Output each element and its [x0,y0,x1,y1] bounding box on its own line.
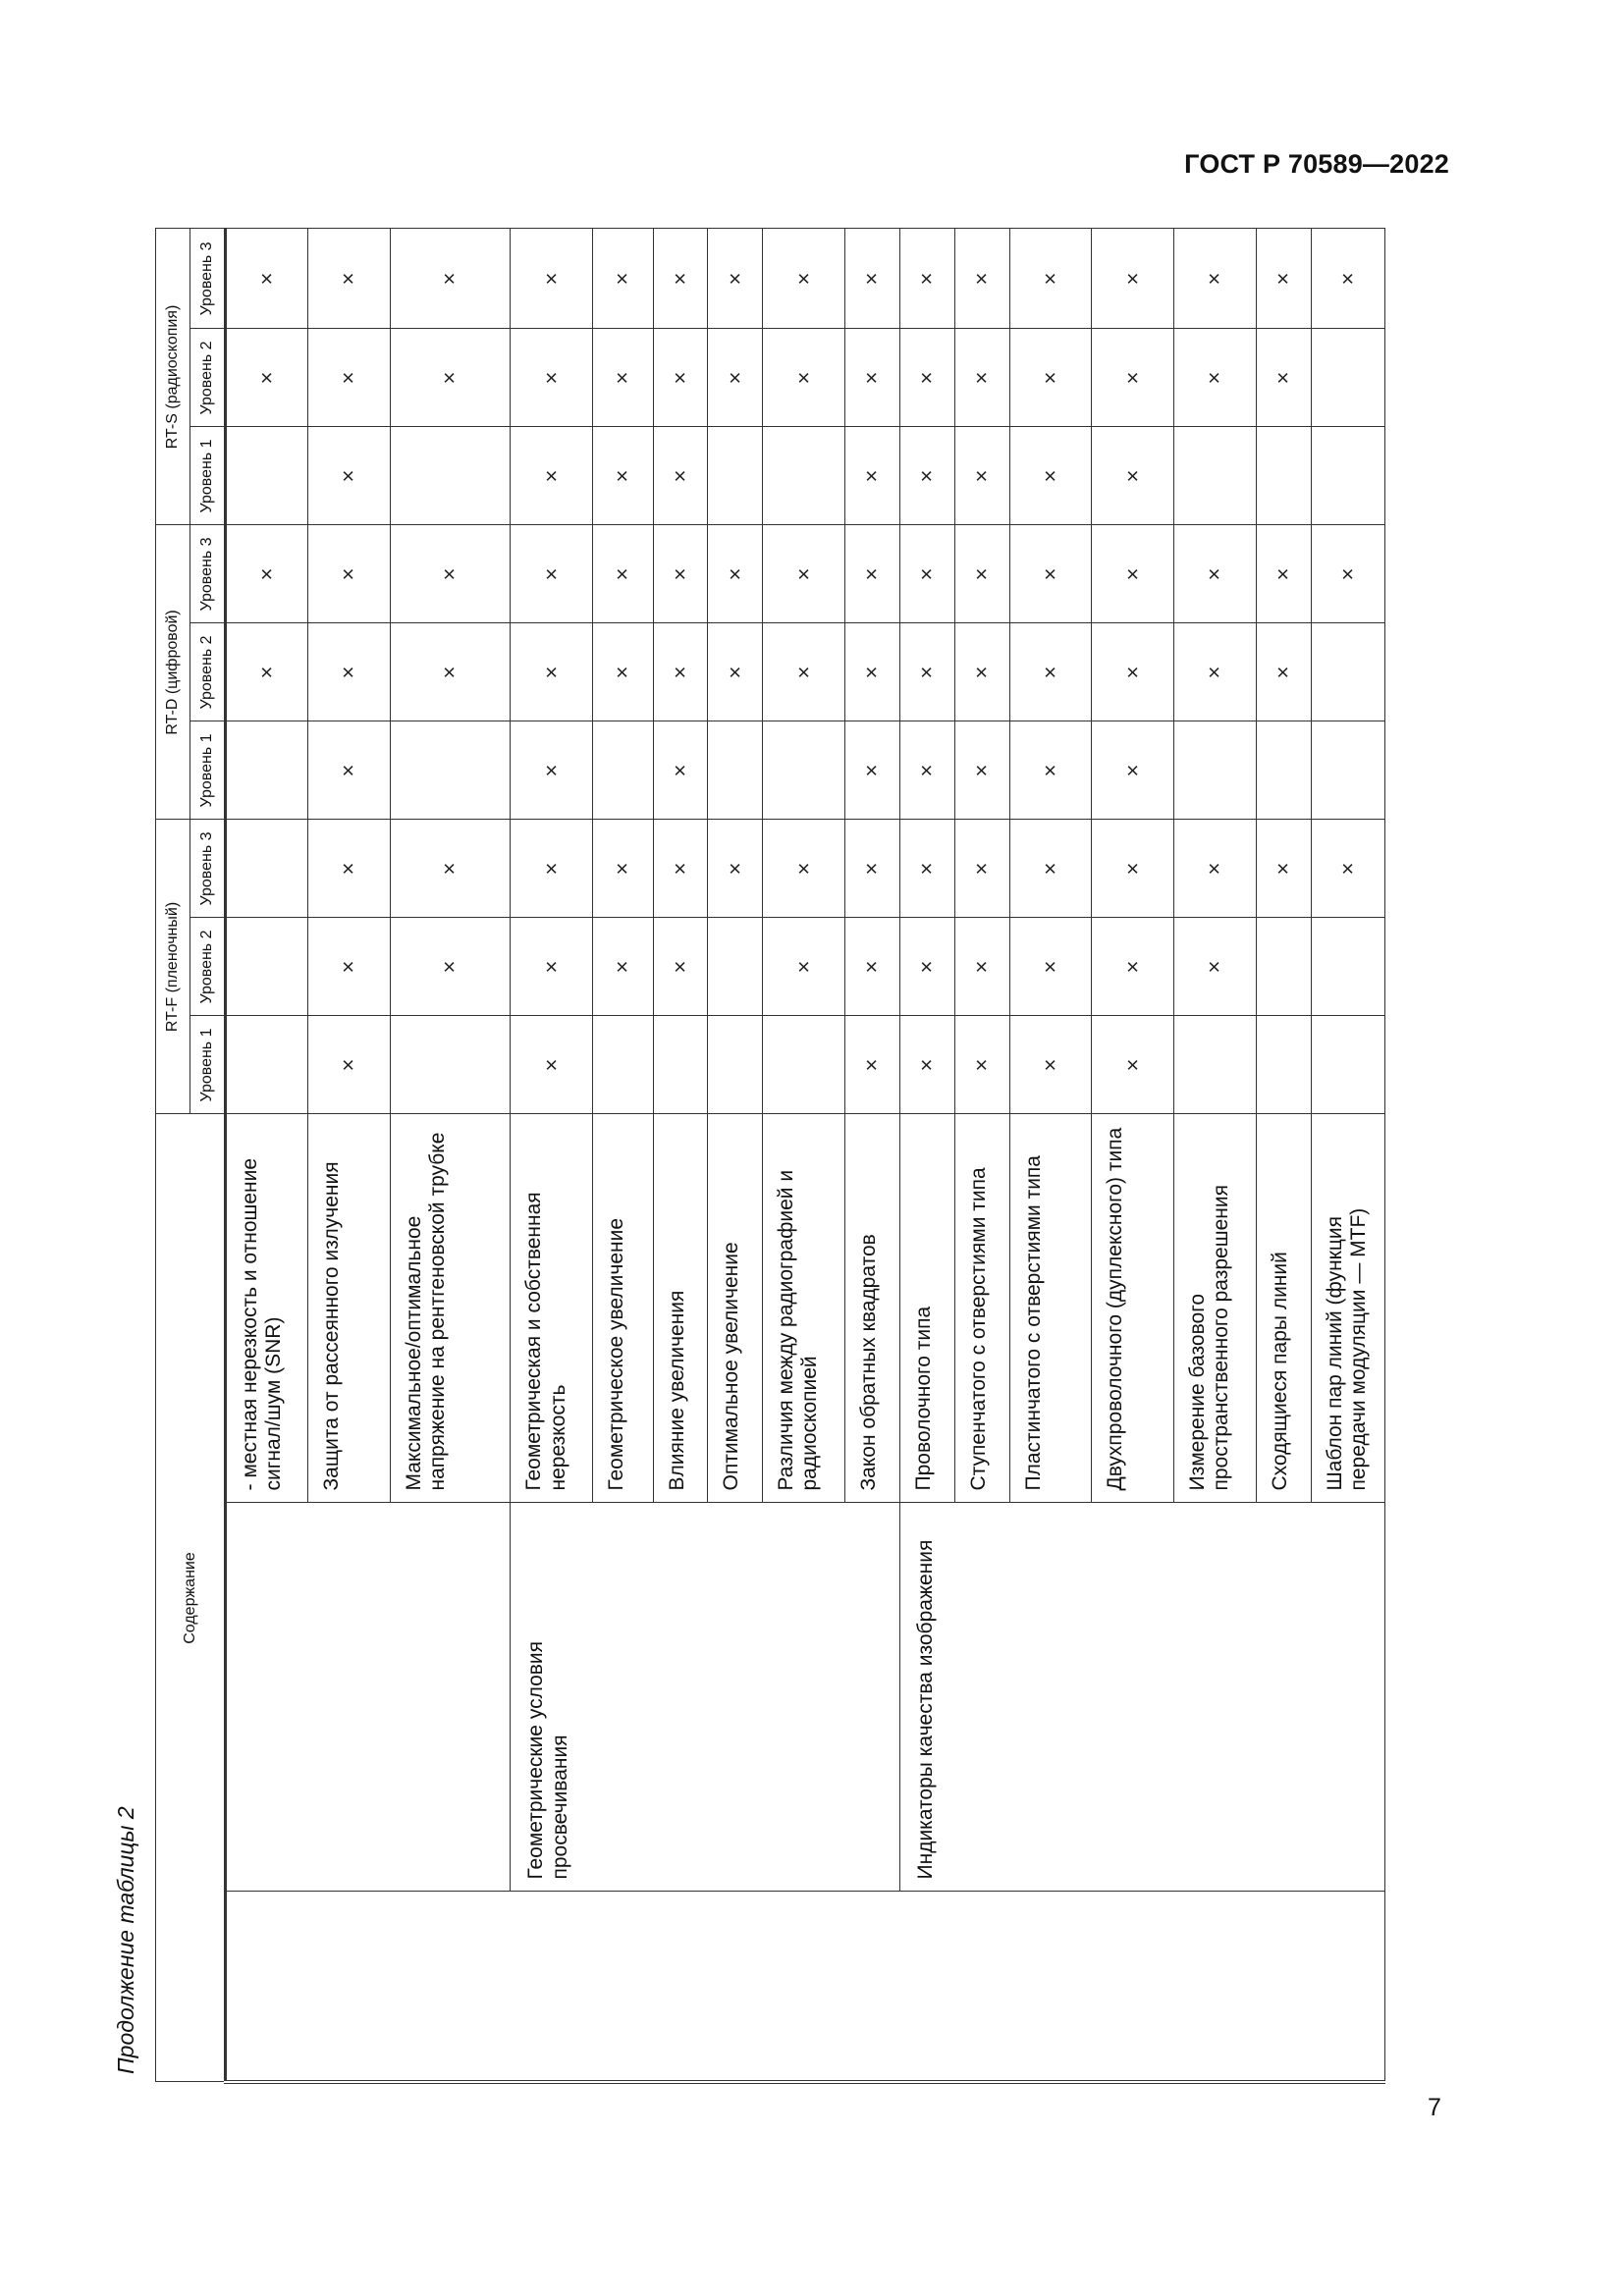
level-cell: × [899,623,954,721]
level-cell: × [899,525,954,623]
level-cell: × [708,820,763,918]
level-cell: × [307,229,390,329]
level-cell: × [226,623,308,721]
level-cell: × [653,229,708,329]
level-cell: × [899,229,954,329]
level-cell [763,721,845,820]
level-cell: × [307,721,390,820]
level-cell [1311,623,1384,721]
level-cell: × [1092,525,1174,623]
level-cell: × [1256,329,1311,427]
level-cell: × [708,229,763,329]
level-cell: × [653,918,708,1016]
level-cell: × [1311,229,1384,329]
level-cell [226,427,308,525]
level-cell: × [390,623,511,721]
level-cell [763,1016,845,1114]
level-cell: × [708,525,763,623]
group-label: Индикаторы качества изображения [899,1503,1384,1892]
level-cell: × [1311,820,1384,918]
row-content: Закон обратных квадратов [845,1114,900,1503]
level-cell: × [954,229,1009,329]
row-content: Шаблон пар линий (функция передачи модуляции — MTF) [1311,1114,1384,1503]
row-content: Сходящиеся пары линий [1256,1114,1311,1503]
level-cell: × [708,623,763,721]
content-header: Содержание [156,1114,226,2082]
level-cell: × [1092,918,1174,1016]
level-cell: × [845,525,900,623]
level-cell: × [307,623,390,721]
level-cell [390,721,511,820]
level-cell: × [1174,623,1257,721]
row-content: Влияние увеличения [653,1114,708,1503]
level-cell [708,1016,763,1114]
level-cell: × [763,820,845,918]
level-cell [653,1016,708,1114]
level-cell [1174,427,1257,525]
level-cell: × [954,427,1009,525]
level-cell: × [1174,229,1257,329]
level-cell: × [1092,623,1174,721]
level-cell: × [1092,329,1174,427]
level-cell [763,427,845,525]
level-cell [226,918,308,1016]
level-cell: × [653,427,708,525]
level-cell [226,820,308,918]
row-content: Проволочного типа [899,1114,954,1503]
level-cell: × [954,820,1009,918]
level-cell: × [593,427,653,525]
level-cell: × [1092,427,1174,525]
level-cell: × [954,329,1009,427]
level-cell: × [1174,820,1257,918]
level-cell [226,721,308,820]
level-cell: × [1009,918,1092,1016]
level-header: Уровень 1 [190,721,226,820]
level-cell [390,1016,511,1114]
level-cell: × [390,229,511,329]
blank-column [226,1892,1385,2082]
level-cell: × [1174,329,1257,427]
table-body [226,229,1385,2082]
level-cell: × [763,525,845,623]
level-cell: × [653,820,708,918]
level-cell: × [954,918,1009,1016]
level-cell: × [653,525,708,623]
level-cell [1256,721,1311,820]
level-cell: × [845,721,900,820]
level-cell: × [845,427,900,525]
level-cell: × [593,229,653,329]
level-cell: × [899,427,954,525]
level-cell: × [763,329,845,427]
level-cell: × [1009,229,1092,329]
level-cell: × [511,329,593,427]
level-cell: × [763,918,845,1016]
level-cell [1174,1016,1257,1114]
row-content: Геометрическая и собственная нерезкость [511,1114,593,1503]
row-content: Геометрическое увеличение [593,1114,653,1503]
level-cell: × [307,427,390,525]
level-cell: × [511,918,593,1016]
level-cell: × [1256,229,1311,329]
level-cell: × [1009,525,1092,623]
level-cell: × [1009,1016,1092,1114]
level-cell: × [511,623,593,721]
level-cell: × [954,525,1009,623]
level-cell: × [1092,820,1174,918]
level-cell: × [226,525,308,623]
level-cell: × [845,1016,900,1114]
level-cell: × [307,1016,390,1114]
level-cell [593,721,653,820]
level-cell: × [1256,820,1311,918]
level-cell: × [1256,525,1311,623]
method-header-rtf: RT-F (пленочный) [156,820,190,1114]
level-cell: × [708,329,763,427]
level-cell: × [899,1016,954,1114]
level-cell [1256,918,1311,1016]
row-content: Защита от рассеянного излучения [307,1114,390,1503]
level-header: Уровень 1 [190,1016,226,1114]
level-cell [593,1016,653,1114]
level-cell: × [763,229,845,329]
page-number: 7 [1428,2094,1441,2121]
level-cell [226,1016,308,1114]
table-row [899,229,954,2082]
level-cell: × [511,427,593,525]
standard-designation: ГОСТ Р 70589—2022 [1184,149,1449,179]
level-cell: × [653,329,708,427]
level-cell: × [226,229,308,329]
level-cell: × [653,623,708,721]
level-cell: × [511,721,593,820]
level-cell [1256,427,1311,525]
level-cell: × [1009,623,1092,721]
level-cell: × [1009,721,1092,820]
rotated-table [155,231,1385,2084]
level-cell: × [954,1016,1009,1114]
level-cell [1256,1016,1311,1114]
level-cell: × [593,820,653,918]
level-cell: × [1256,623,1311,721]
level-cell [708,427,763,525]
level-cell: × [226,329,308,427]
level-cell: × [593,623,653,721]
level-cell: × [1009,329,1092,427]
level-cell: × [511,820,593,918]
level-cell: × [390,525,511,623]
row-content: Двухпроволочного (дуплексного) типа [1092,1114,1174,1503]
level-cell: × [593,329,653,427]
level-header: Уровень 3 [190,525,226,623]
row-content: Пластинчатого с отверстиями типа [1009,1114,1092,1503]
level-cell: × [307,918,390,1016]
level-cell: × [390,918,511,1016]
level-cell: × [1174,525,1257,623]
level-cell [1311,1016,1384,1114]
level-cell: × [511,525,593,623]
level-cell: × [845,623,900,721]
level-cell: × [1009,820,1092,918]
level-cell: × [763,623,845,721]
criteria-table [155,228,1385,2084]
level-cell [1311,918,1384,1016]
level-cell: × [845,820,900,918]
level-header: Уровень 1 [190,427,226,525]
level-cell [1311,427,1384,525]
level-cell: × [1311,525,1384,623]
level-cell: × [1174,918,1257,1016]
group-label [226,1503,511,1892]
level-cell: × [390,329,511,427]
level-cell: × [1092,229,1174,329]
row-content: - местная нерезкость и отношение сигнал/шум (SNR) [226,1114,308,1503]
level-cell: × [1092,721,1174,820]
level-cell: × [1009,427,1092,525]
continuation-label: Продолжение таблицы 2 [113,1806,138,2074]
level-cell: × [845,229,900,329]
group-label: Геометрические условия просвечивания [511,1503,899,1892]
level-cell: × [954,623,1009,721]
level-cell: × [899,721,954,820]
level-header: Уровень 3 [190,229,226,329]
level-cell: × [653,721,708,820]
level-header: Уровень 2 [190,329,226,427]
method-header-rts: RT-S (радиоскопия) [156,229,190,525]
level-cell [390,427,511,525]
level-cell: × [307,820,390,918]
level-cell [708,721,763,820]
level-cell: × [845,918,900,1016]
level-cell [708,918,763,1016]
level-header: Уровень 2 [190,623,226,721]
level-cell: × [593,918,653,1016]
level-cell: × [511,1016,593,1114]
row-content: Оптимальное увеличение [708,1114,763,1503]
row-content: Максимальное/оптимальное напряжение на рентгеновской трубке [390,1114,511,1503]
level-cell: × [307,525,390,623]
row-content: Измерение базового пространственного разрешения [1174,1114,1257,1503]
row-content: Различия между радиографией и радиоскопией [763,1114,845,1503]
level-cell: × [954,721,1009,820]
level-cell: × [899,820,954,918]
level-cell: × [1092,1016,1174,1114]
level-cell [1174,721,1257,820]
level-header: Уровень 3 [190,820,226,918]
table-row [511,229,593,2082]
level-header: Уровень 2 [190,918,226,1016]
level-cell: × [845,329,900,427]
table-row [226,229,308,2082]
level-cell: × [307,329,390,427]
method-header-rtd: RT-D (цифровой) [156,525,190,820]
level-cell: × [899,918,954,1016]
level-cell: × [390,820,511,918]
level-cell [1311,721,1384,820]
level-cell: × [511,229,593,329]
level-cell: × [899,329,954,427]
row-content: Ступенчатого с отверстиями типа [954,1114,1009,1503]
level-cell [1311,329,1384,427]
level-cell: × [593,525,653,623]
